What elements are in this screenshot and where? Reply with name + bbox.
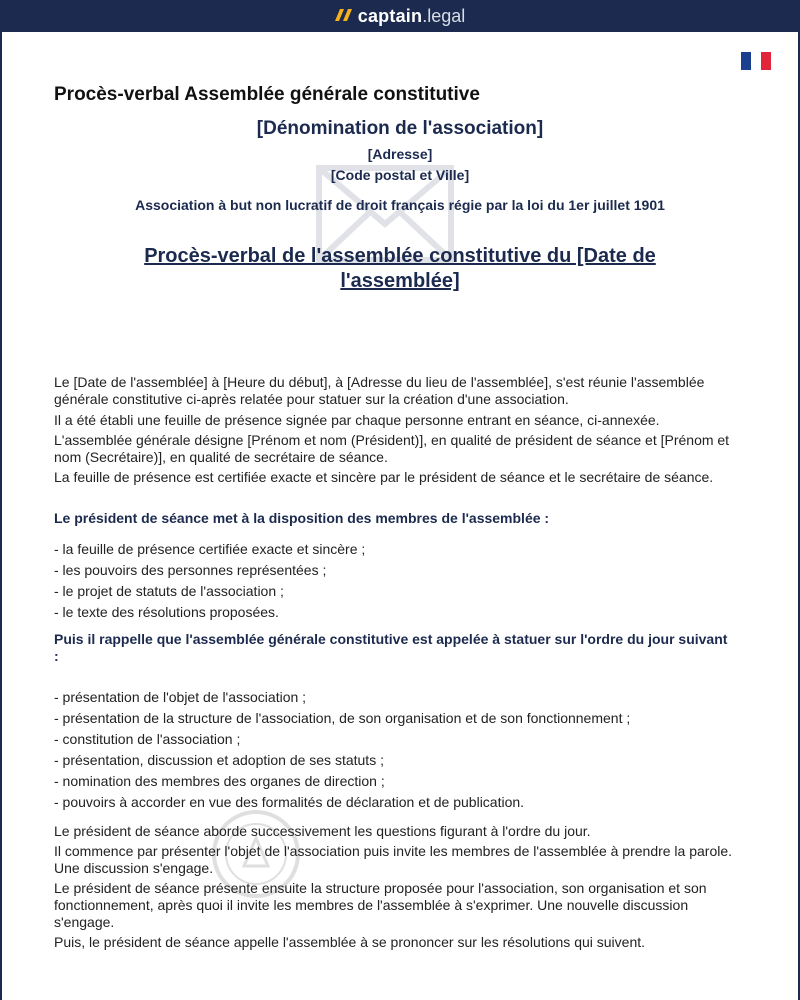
brand-name: captain bbox=[357, 5, 423, 26]
closing-paragraph: Puis, le président de séance appelle l'assemblée à se prononcer sur les résolutions qui suivent. bbox=[54, 934, 646, 950]
list-item: - présentation de la structure de l'association, de son organisation et de son fonctionnement ; bbox=[54, 710, 631, 726]
top-bar bbox=[0, 0, 800, 32]
association-address: [Adresse] bbox=[367, 146, 433, 162]
documents-heading: Le président de séance met à la disposition des membres de l'assemblée : bbox=[54, 510, 550, 526]
legal-status: Association à but non lucratif de droit français régie par la loi du 1er juillet 1901 bbox=[135, 197, 665, 213]
documents-list bbox=[54, 539, 734, 623]
closing-paragraph: Le président de séance présente ensuite la structure proposée pour l'association, son organisation et son fonctionnement, après quoi il invite les membres de l'assemblée à s'exprimer. Une nouvelle discussion s'engage. bbox=[54, 880, 707, 930]
list-item: - le texte des résolutions proposées. bbox=[54, 604, 279, 620]
document-page bbox=[2, 32, 798, 1000]
minutes-title: Procès-verbal de l'assemblée constitutive du [Date de l'assemblée] bbox=[144, 245, 656, 292]
list-item: - la feuille de présence certifiée exacte et sincère ; bbox=[54, 541, 366, 557]
agenda-heading: Puis il rappelle que l'assemblée générale constitutive est appelée à statuer sur l'ordre du jour suivant : bbox=[54, 631, 728, 664]
agenda-list bbox=[54, 687, 734, 813]
list-item: - présentation, discussion et adoption de ses statuts ; bbox=[54, 752, 384, 768]
closing-paragraph: Il commence par présenter l'objet de l'association puis invite les membres de l'assemblée à prendre la parole. Une discussion s'engage. bbox=[54, 843, 733, 876]
document-label: Procès-verbal Assemblée générale constitutive bbox=[54, 84, 480, 105]
french-flag-icon[interactable] bbox=[741, 52, 771, 70]
intro-paragraph: La feuille de présence est certifiée exacte et sincère par le président de séance et le secrétaire de séance. bbox=[54, 469, 714, 485]
closing-paragraph: Le président de séance aborde successivement les questions figurant à l'ordre du jour. bbox=[54, 823, 591, 839]
association-name: [Dénomination de l'association] bbox=[256, 118, 544, 139]
list-item: - le projet de statuts de l'association ; bbox=[54, 583, 284, 599]
list-item: - pouvoirs à accorder en vue des formalités de déclaration et de publication. bbox=[54, 794, 525, 810]
association-postal-city: [Code postal et Ville] bbox=[330, 167, 470, 183]
list-item: - les pouvoirs des personnes représentées ; bbox=[54, 562, 327, 578]
list-item: - constitution de l'association ; bbox=[54, 731, 241, 747]
intro-paragraph: Il a été établi une feuille de présence signée par chaque personne entrant en séance, ci-annexée. bbox=[54, 412, 660, 428]
intro-paragraph: Le [Date de l'assemblée] à [Heure du début], à [Adresse du lieu de l'assemblée], s'est réunie l'assemblée générale constitutive ci-après relatée pour statuer sur la création d'une association. bbox=[54, 374, 705, 407]
intro-paragraph: L'assemblée générale désigne [Prénom et nom (Président)], en qualité de président de séance et [Prénom et nom (Secrétaire)], en qualité de secrétaire de séance. bbox=[54, 432, 730, 465]
brand-logo[interactable] bbox=[335, 6, 465, 27]
list-item: - nomination des membres des organes de direction ; bbox=[54, 773, 385, 789]
document-body bbox=[54, 374, 734, 954]
double-slash-logo-icon bbox=[335, 6, 353, 27]
brand-tld: .legal bbox=[422, 5, 466, 26]
list-item: - présentation de l'objet de l'association ; bbox=[54, 689, 307, 705]
